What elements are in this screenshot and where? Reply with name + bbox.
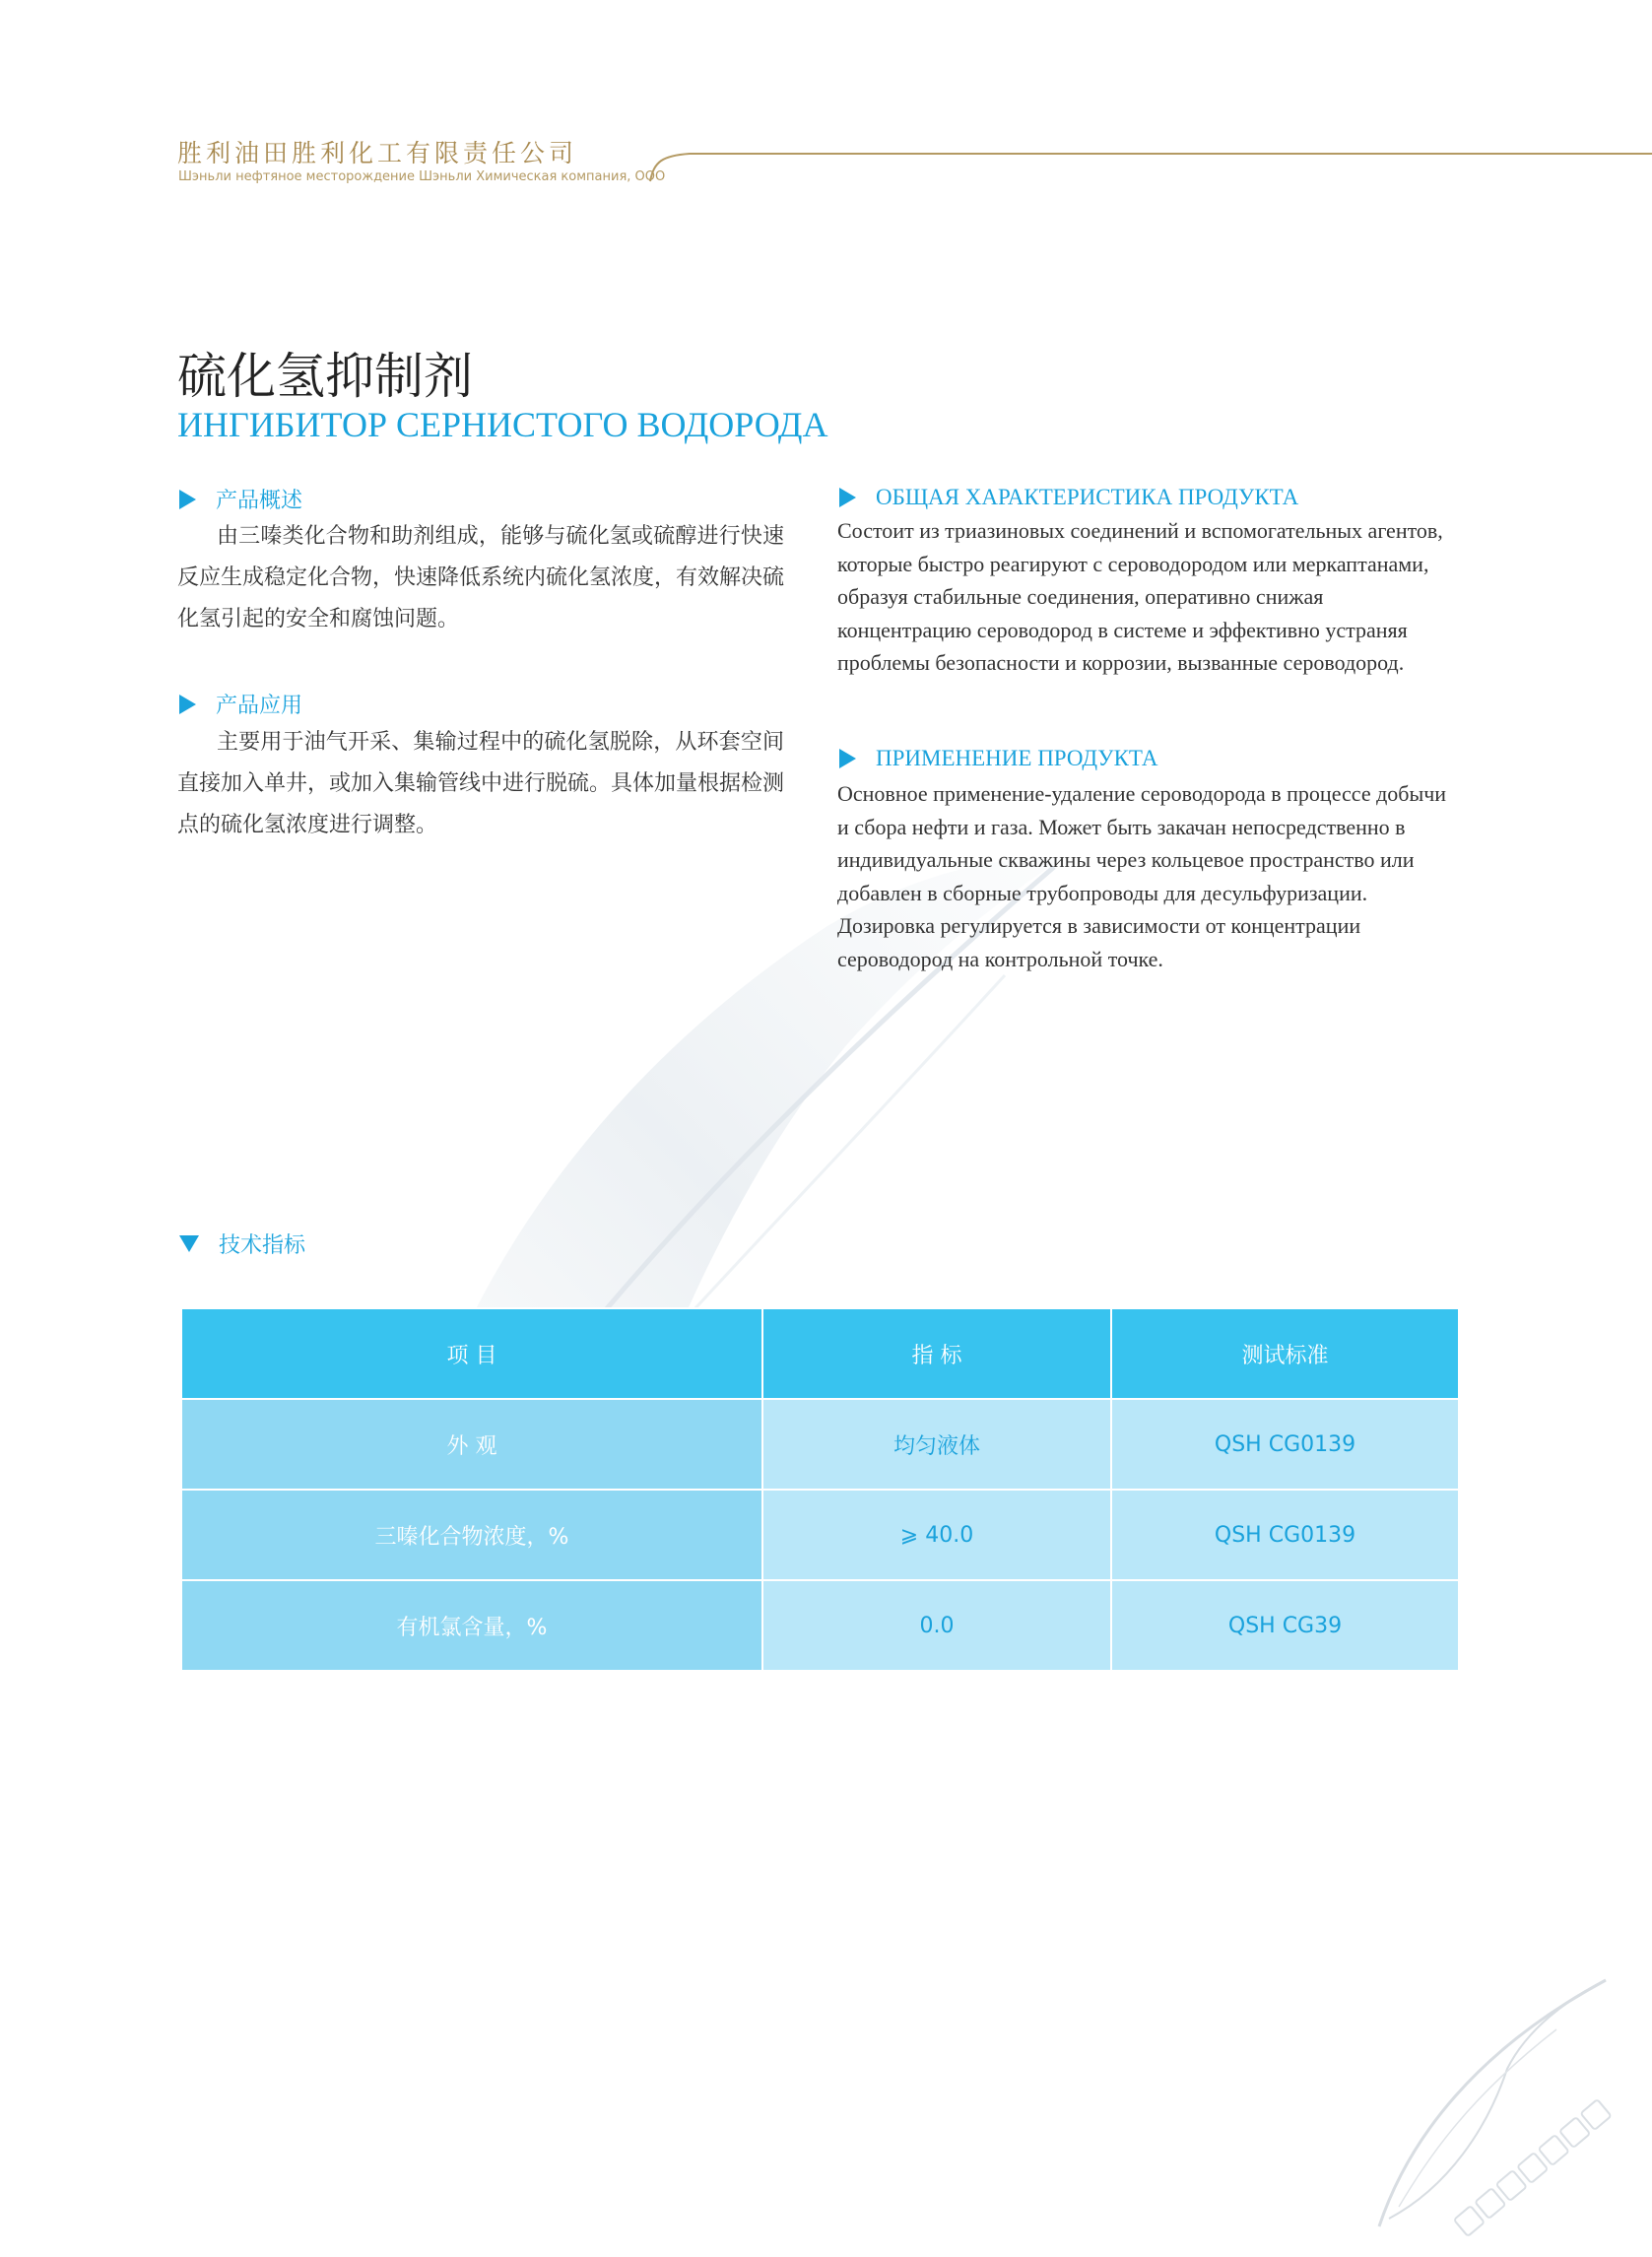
triangle-down-icon [179, 1235, 199, 1252]
table-cell-standard: QSH CG0139 [1111, 1399, 1459, 1490]
page-title-ru: ИНГИБИТОР СЕРНИСТОГО ВОДОРОДА [177, 405, 828, 444]
section-heading-label: ОБЩАЯ ХАРАКТЕРИСТИКА ПРОДУКТА [876, 485, 1299, 509]
triangle-right-icon [839, 749, 856, 768]
table-row [181, 1399, 1459, 1490]
column-header-value: 指 标 [762, 1308, 1111, 1399]
company-name-cn: 胜利油田胜利化工有限责任公司 [177, 139, 578, 167]
section-heading-label: 技术指标 [219, 1233, 306, 1258]
header-rule [0, 138, 1652, 187]
table-row [181, 1580, 1459, 1671]
triangle-right-icon [839, 488, 856, 507]
table-cell-standard: QSH CG0139 [1111, 1490, 1459, 1580]
section-body-application-cn: 主要用于油气开采、集输过程中的硫化氢脱除，从环套空间直接加入单井，或加入集输管线中进行脱硫。具体加量根据检测点的硫化氢浓度进行调整。 [177, 730, 785, 837]
triangle-right-icon [179, 695, 196, 714]
section-body-application-ru: Основное применение-удаление сероводорода в процессе добычи и сбора нефти и газа. Может быть закачан непосредственно в индивидуальные скважины через кольцевое пространство или добавлен в сборные трубопроводы для десульфуризации. Дозировка регулируется в зависимости от концентрации сероводород на контрольной точке. [837, 781, 1447, 971]
company-name-ru: Шэньли нефтяное месторождение Шэньли Химическая компания, ООО [178, 169, 666, 184]
section-body-overview-ru: Состоит из триазиновых соединений и вспомогательных агентов, которые быстро реагируют с сероводородом или меркаптанами, образуя стабильные соединения, оперативно снижая концентрацию сероводород в системе и эффективно устраняя проблемы безопасности и коррозии, вызванные сероводород. [837, 518, 1443, 675]
table-header-row [181, 1308, 1459, 1399]
table-cell-item: 三嗪化合物浓度，% [181, 1490, 762, 1580]
table-cell-value: ⩾ 40.0 [762, 1490, 1111, 1580]
section-heading-application-cn [179, 689, 302, 719]
page-title-cn: 硫化氢抑制剂 [177, 348, 473, 405]
table-cell-item: 有机氯含量，% [181, 1580, 762, 1671]
section-heading-label: ПРИМЕНЕНИЕ ПРОДУКТА [876, 746, 1158, 770]
table-cell-item: 外 观 [181, 1399, 762, 1490]
column-header-standard: 测试标准 [1111, 1308, 1459, 1399]
section-heading-overview-cn [179, 484, 302, 514]
section-heading-label: 产品概述 [216, 489, 303, 513]
company-logo-icon [1359, 1960, 1645, 2246]
spec-table [180, 1307, 1460, 1672]
triangle-right-icon [179, 490, 196, 509]
table-cell-standard: QSH CG39 [1111, 1580, 1459, 1671]
section-heading-label: 产品应用 [216, 694, 303, 718]
section-heading-spec [179, 1228, 305, 1259]
table-cell-value: 0.0 [762, 1580, 1111, 1671]
table-row [181, 1490, 1459, 1580]
column-header-item: 项 目 [181, 1308, 762, 1399]
section-heading-application-ru [839, 746, 1157, 771]
table-cell-value: 均匀液体 [762, 1399, 1111, 1490]
section-heading-overview-ru [839, 485, 1298, 510]
section-body-overview-cn: 由三嗪类化合物和助剂组成，能够与硫化氢或硫醇进行快速反应生成稳定化合物，快速降低系统内硫化氢浓度，有效解决硫化氢引起的安全和腐蚀问题。 [177, 524, 785, 631]
